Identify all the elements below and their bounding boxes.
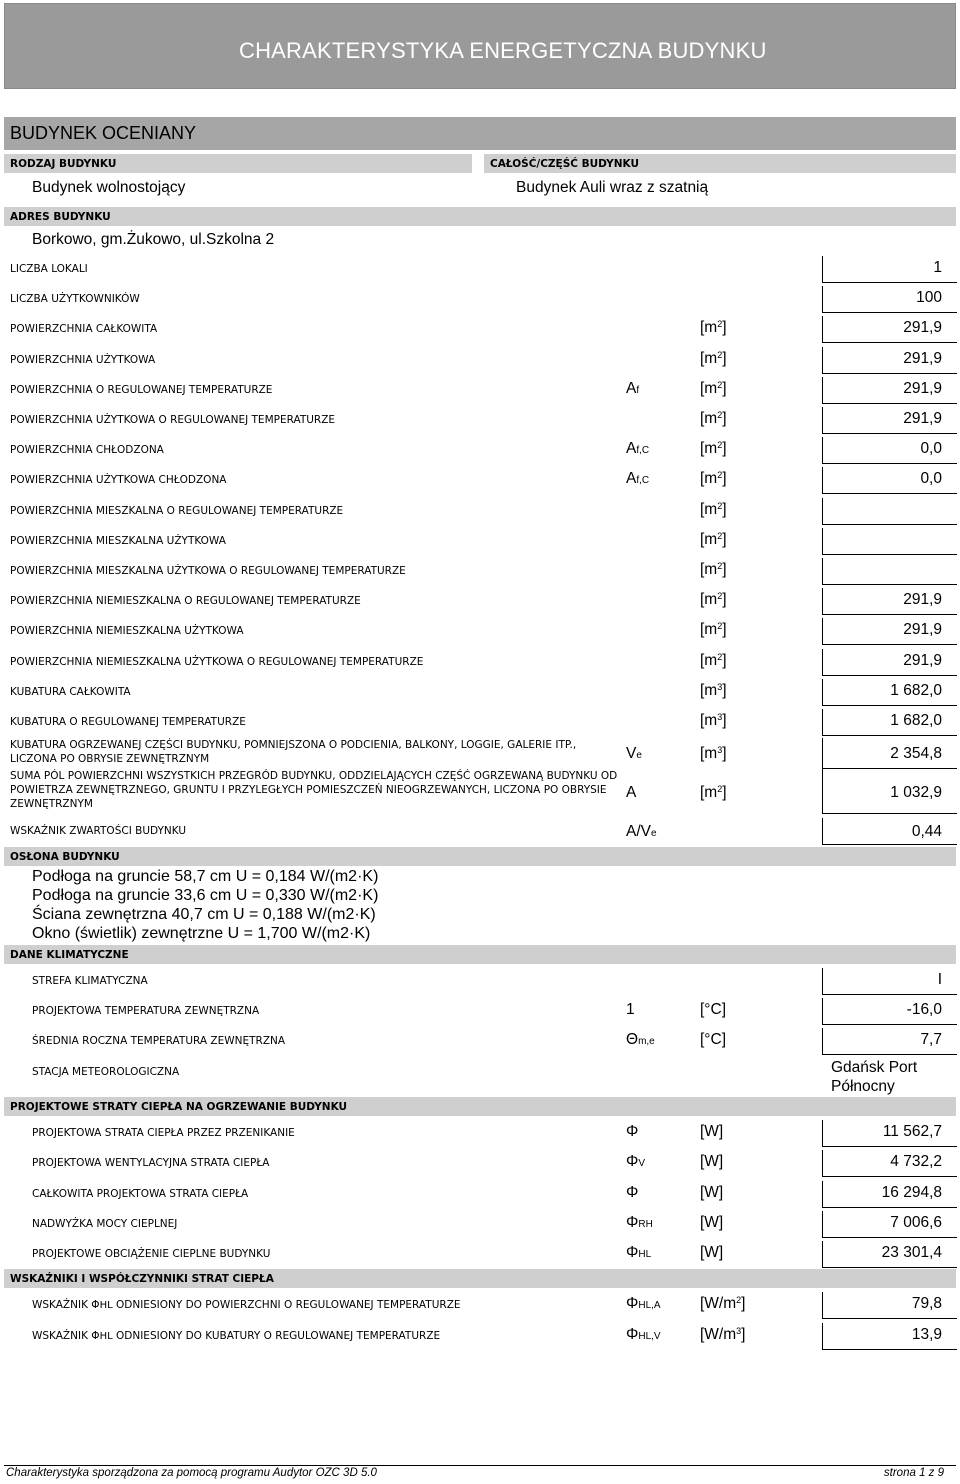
heat-loss-row-value: 16 294,8 <box>881 1183 942 1201</box>
param-unit: $[m^2]$ <box>700 500 727 518</box>
section-building-title: BUDYNEK OCENIANY <box>10 123 197 143</box>
building-type-value: Budynek wolnostojący <box>32 179 186 196</box>
indicator-row-unit: $[W/m^2]$ <box>700 1295 746 1312</box>
envelope-header <box>4 847 956 866</box>
building-part-header <box>484 154 956 173</box>
param-unit: $[m^2]$ <box>700 621 727 639</box>
heat-loss-row-unit: [W] <box>700 1153 724 1171</box>
envelope-area-label: SUMA PÓL POWIERZCHNI WSZYSTKICH PRZEGRÓD BUDYNKU, ODDZIELAJĄCYCH CZĘŚĆ OGRZEWANĄ BUDYNKU OD POWIETRZA ZEWNĘTRZNEGO, GRUNTU I PRZYLEGŁYCH POMIESZCZEŃ NIEOGRZEWANYCH, LICZONA PO OBRYSIE ZEWNĘTRZNYM <box>10 770 618 810</box>
design-temp-unit: [°C] <box>700 1001 727 1018</box>
building-part-value: Budynek Auli wraz z szatnią <box>516 179 709 196</box>
station-value: Gdańsk Port Północny <box>831 1059 918 1095</box>
heat-loss-row-label: NADWYŻKA MOCY CIEPLNEJ <box>32 1217 178 1230</box>
param-row-envelope-area <box>4 769 956 815</box>
compactness-symbol: A/Ve <box>626 823 657 840</box>
station-label: STACJA METEOROLOGICZNA <box>32 1066 180 1078</box>
param-row <box>4 588 956 618</box>
climate-header <box>4 945 956 964</box>
climate-row-mean-temp <box>4 1028 956 1058</box>
mean-temp-unit: [°C] <box>700 1031 727 1048</box>
heat-loss-label: PROJEKTOWE STRATY CIEPŁA NA OGRZEWANIE BUDYNKU <box>10 1101 348 1113</box>
param-row <box>4 498 956 528</box>
compactness-value: 0,44 <box>911 823 942 840</box>
heat-loss-row-unit: [W] <box>700 1183 724 1201</box>
heated-volume-label: KUBATURA OGRZEWANEJ CZĘŚCI BUDYNKU, POMNIEJSZONA O PODCIENIA, BALKONY, LOGGIE, GALERIE ITP., LICZONA PO OBRYSIE ZEWNĘTRZNYM <box>10 739 577 765</box>
param-label: POWIERZCHNIA MIESZKALNA UŻYTKOWA O REGULOWANEJ TEMPERATURZE <box>10 565 406 577</box>
heat-loss-header <box>4 1097 956 1116</box>
param-unit: $[m^2]$ <box>700 530 727 548</box>
param-value: 100 <box>916 289 942 307</box>
param-unit: $[m^3]$ <box>700 712 727 729</box>
param-symbol: Af <box>626 379 640 397</box>
compactness-label: WSKAŹNIK ZWARTOŚCI BUDYNKU <box>10 825 187 837</box>
param-unit: $[m^2]$ <box>700 440 727 458</box>
param-unit: $[m^2]$ <box>700 410 727 427</box>
param-label: POWIERZCHNIA CHŁODZONA <box>10 444 164 457</box>
param-row <box>4 316 956 346</box>
param-value: 291,9 <box>903 349 942 367</box>
indicator-row-value: 79,8 <box>911 1295 942 1312</box>
indicator-row-symbol: ΦHL,A <box>626 1295 661 1312</box>
envelope-label: OSŁONA BUDYNKU <box>10 851 120 863</box>
mean-temp-symbol: Θm,e <box>626 1031 655 1048</box>
param-label: LICZBA UŻYTKOWNIKÓW <box>10 293 140 306</box>
heat-loss-row-value: 4 732,2 <box>890 1153 942 1171</box>
param-value: 291,9 <box>903 410 942 427</box>
param-unit: $[m^2]$ <box>700 470 727 488</box>
indicators-label: WSKAŹNIKI I WSPÓŁCZYNNIKI STRAT CIEPŁA <box>10 1273 274 1285</box>
heat-loss-row-unit: [W] <box>700 1213 724 1231</box>
heat-loss-row-symbol: ΦRH <box>626 1213 653 1231</box>
heat-loss-row-label: PROJEKTOWE OBCIĄŻENIE CIEPLNE BUDYNKU <box>32 1248 271 1261</box>
param-symbol: Af,C <box>626 440 650 458</box>
heat-loss-row-value: 7 006,6 <box>890 1213 942 1231</box>
address-value: Borkowo, gm.Żukowo, ul.Szkolna 2 <box>32 231 275 248</box>
climate-row-design-temp <box>4 998 956 1028</box>
heat-loss-row-unit: [W] <box>700 1244 724 1262</box>
param-unit: $[m^2]$ <box>700 591 727 609</box>
heat-loss-row <box>4 1211 956 1241</box>
design-temp-value: -16,0 <box>906 1001 942 1018</box>
heat-loss-row-symbol: ΦHL <box>626 1244 652 1262</box>
param-label: POWIERZCHNIA NIEMIESZKALNA UŻYTKOWA O REGULOWANEJ TEMPERATURZE <box>10 655 424 668</box>
section-building-header <box>4 117 956 150</box>
param-row-heated-volume <box>4 738 956 770</box>
param-value: 0,0 <box>920 440 942 458</box>
building-type-header <box>4 154 472 173</box>
address-header <box>4 207 956 226</box>
heat-loss-row-symbol: Φ <box>626 1123 639 1140</box>
param-value: 291,9 <box>903 591 942 609</box>
param-unit: $[m^2]$ <box>700 561 727 578</box>
climate-zone-value: I <box>937 971 942 988</box>
param-row <box>4 467 956 497</box>
envelope-area-unit: $[m^2]$ <box>700 784 727 801</box>
building-part-label: CAŁOŚĆ/CZĘŚĆ BUDYNKU <box>490 158 639 170</box>
heated-volume-value: 2 354,8 <box>890 745 942 762</box>
param-value: 1 682,0 <box>890 681 942 699</box>
param-row <box>4 286 956 316</box>
envelope-area-value: 1 032,9 <box>890 784 942 801</box>
footer-software-note: Charakterystyka sporządzona za pomocą programu Audytor OZC 3D 5.0 <box>6 1467 377 1479</box>
param-label: KUBATURA CAŁKOWITA <box>10 685 131 698</box>
footer-divider <box>4 1465 956 1466</box>
param-row <box>4 347 956 377</box>
climate-zone-label: STREFA KLIMATYCZNA <box>32 975 148 987</box>
footer-page-number: strona 1 z 9 <box>883 1467 944 1479</box>
heat-loss-row-unit: [W] <box>700 1123 724 1140</box>
param-label: POWIERZCHNIA O REGULOWANEJ TEMPERATURZE <box>10 383 273 396</box>
heated-volume-symbol: Ve <box>626 745 642 762</box>
design-temp-label: PROJEKTOWA TEMPERATURA ZEWNĘTRZNA <box>32 1005 260 1017</box>
indicator-row-value: 13,9 <box>911 1325 942 1343</box>
heat-loss-row-label: PROJEKTOWA STRATA CIEPŁA PRZEZ PRZENIKANIE <box>32 1127 295 1139</box>
param-label: POWIERZCHNIA NIEMIESZKALNA O REGULOWANEJ TEMPERATURZE <box>10 595 361 608</box>
heat-loss-row-value: 23 301,4 <box>881 1244 942 1262</box>
param-row <box>4 679 956 709</box>
param-unit: $[m^3]$ <box>700 681 727 699</box>
param-row-compactness <box>4 818 956 848</box>
climate-row-station <box>4 1058 956 1098</box>
heat-loss-row-label: CAŁKOWITA PROJEKTOWA STRATA CIEPŁA <box>32 1187 249 1200</box>
param-value: 291,9 <box>903 651 942 669</box>
param-value: 1 682,0 <box>890 712 942 729</box>
heat-loss-row-symbol: ΦV <box>626 1153 646 1171</box>
heat-loss-row-label: PROJEKTOWA WENTYLACYJNA STRATA CIEPŁA <box>32 1157 270 1170</box>
climate-row-zone <box>4 968 956 998</box>
param-row <box>4 256 956 286</box>
param-value: 0,0 <box>920 470 942 488</box>
indicator-row <box>4 1292 956 1322</box>
heated-volume-unit: $[m^3]$ <box>700 745 727 762</box>
indicators-header <box>4 1269 956 1288</box>
indicator-row-label: WSKAŹNIK ΦHL ODNIESIONY DO KUBATURY O REGULOWANEJ TEMPERATURZE <box>32 1329 441 1342</box>
indicator-row-unit: $[W/m^3]$ <box>700 1325 746 1343</box>
param-row <box>4 618 956 648</box>
param-row <box>4 437 956 467</box>
mean-temp-label: ŚREDNIA ROCZNA TEMPERATURA ZEWNĘTRZNA <box>32 1035 286 1047</box>
building-type-label: RODZAJ BUDYNKU <box>10 158 117 170</box>
envelope-area-symbol: A <box>626 784 637 801</box>
indicator-row <box>4 1323 956 1353</box>
param-unit: $[m^2]$ <box>700 319 727 337</box>
param-row <box>4 407 956 437</box>
param-value: 1 <box>933 259 942 276</box>
page-title: CHARAKTERYSTYKA ENERGETYCZNA BUDYNKU <box>239 38 767 63</box>
heat-loss-row <box>4 1241 956 1271</box>
param-label: POWIERZCHNIA UŻYTKOWA <box>10 353 156 366</box>
heat-loss-row-symbol: Φ <box>626 1183 639 1201</box>
climate-label: DANE KLIMATYCZNE <box>10 949 129 961</box>
param-label: POWIERZCHNIA MIESZKALNA UŻYTKOWA <box>10 534 226 547</box>
mean-temp-value: 7,7 <box>920 1031 942 1048</box>
param-row <box>4 709 956 739</box>
indicator-row-symbol: ΦHL,V <box>626 1325 661 1343</box>
param-row <box>4 528 956 558</box>
param-unit: $[m^2]$ <box>700 349 727 367</box>
param-value: 291,9 <box>903 379 942 397</box>
param-row <box>4 377 956 407</box>
param-unit: $[m^2]$ <box>700 651 727 669</box>
param-row <box>4 558 956 588</box>
heat-loss-row <box>4 1150 956 1180</box>
param-symbol: Af,C <box>626 470 650 488</box>
param-value: 291,9 <box>903 621 942 639</box>
param-row <box>4 649 956 679</box>
indicator-row-label: WSKAŹNIK ΦHL ODNIESIONY DO POWIERZCHNI O REGULOWANEJ TEMPERATURZE <box>32 1299 461 1311</box>
design-temp-symbol: 1 <box>626 1001 635 1018</box>
envelope-item: Podłoga na gruncie 58,7 cm U = 0,184 W/(m2·K) <box>32 868 379 885</box>
page-header-banner <box>4 3 956 89</box>
envelope-item: Ściana zewnętrzna 40,7 cm U = 0,188 W/(m2·K) <box>32 906 376 923</box>
param-label: POWIERZCHNIA NIEMIESZKALNA UŻYTKOWA <box>10 625 244 638</box>
param-value: 291,9 <box>903 319 942 337</box>
param-label: POWIERZCHNIA MIESZKALNA O REGULOWANEJ TEMPERATURZE <box>10 504 344 517</box>
envelope-item: Okno (świetlik) zewnętrzne U = 1,700 W/(m2·K) <box>32 925 371 942</box>
param-label: POWIERZCHNIA CAŁKOWITA <box>10 323 158 336</box>
param-label: POWIERZCHNIA UŻYTKOWA O REGULOWANEJ TEMPERATURZE <box>10 414 336 426</box>
envelope-item: Podłoga na gruncie 33,6 cm U = 0,330 W/(m2·K) <box>32 887 379 904</box>
param-unit: $[m^2]$ <box>700 379 727 397</box>
heat-loss-row-value: 11 562,7 <box>882 1123 942 1140</box>
heat-loss-row <box>4 1181 956 1211</box>
param-label: KUBATURA O REGULOWANEJ TEMPERATURZE <box>10 716 246 728</box>
address-label: ADRES BUDYNKU <box>10 211 111 223</box>
heat-loss-row <box>4 1120 956 1150</box>
param-label: POWIERZCHNIA UŻYTKOWA CHŁODZONA <box>10 474 227 487</box>
param-label: LICZBA LOKALI <box>10 263 88 275</box>
